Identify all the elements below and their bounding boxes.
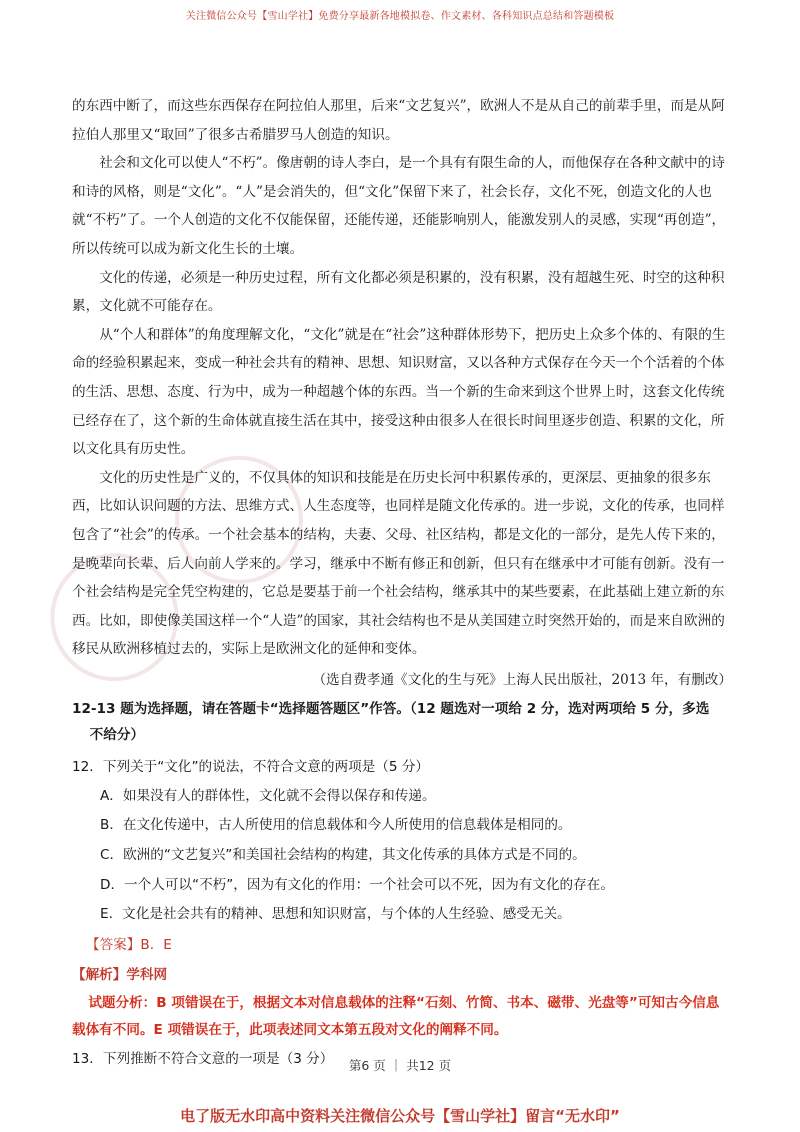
question-12-answer: 【答案】B．E: [86, 936, 172, 953]
passage-paragraph-4: 从“个人和群体”的角度理解文化，“文化”就是在“社会”这种群体形势下，把历史上众多个体的、有限的生命的经验积累起来，变成一种社会共有的精神、思想、知识财富，又以各种方式保存在今天一个个活着的个体的生活、思想、态度、行为中，成为一种超越个体的东西。当一个新的生命来到这个世界上时，这套文化传统已经存在了，这个新的生命体就直接生活在其中，接受这种由很多人在很长时间里逐步创造、积累的文化，所以文化具有历史性。: [72, 326, 726, 458]
top-banner: 关注微信公众号【雪山学社】免费分享最新各地模拟卷、作文素材、各科知识点总结和答题模板: [185, 11, 615, 22]
document-content: [72, 92, 732, 1074]
question-12-option-c: C．欧洲的“文艺复兴”和美国社会结构的构建，其文化传承的具体方式是不同的。: [100, 847, 586, 864]
question-12-option-a: A．如果没有人的群体性，文化就不会得以保存和传递。: [100, 787, 436, 804]
passage-paragraph-2: 社会和文化可以使人“不朽”。像唐朝的诗人李白，是一个具有有限生命的人，而他保存在各种文献中的诗和诗的风格，则是“文化”。“人”是会消失的，但“文化”保留下来了，社会长存，文化不死，创造文化的人也就“不朽”了。一个人创造的文化不仅能保留，还能传递，还能影响别人，能激发别人的灵感，实现“再创造”，所以传统可以成为新文化生长的土壤。: [72, 155, 726, 257]
question-12-stem: 12．下列关于“文化”的说法，不符合文意的两项是（5 分）: [72, 758, 430, 775]
footer-notice: 电了版无水印高中资料关注微信公众号【雪山学社】留言“无水印”: [180, 1107, 620, 1125]
question-12-option-d: D．一个人可以“不朽”，因为有文化的作用：一个社会可以不死，因为有文化的存在。: [100, 876, 614, 893]
section-instruction: [72, 696, 732, 748]
passage-paragraph-3: 文化的传递，必须是一种历史过程，所有文化都必须是积累的，没有积累，没有超越生死、时空的这种积累，文化就不可能存在。: [72, 269, 725, 315]
question-13-stem: 13．下列推断不符合文意的一项是（3 分）: [72, 1050, 334, 1067]
passage-paragraph-1: 的东西中断了，而这些东西保存在阿拉伯人那里，后来“文艺复兴”，欧洲人不是从自己的前辈手里，而是从阿拉伯人那里又“取回”了很多古希腊罗马人创造的知识。: [72, 98, 725, 143]
instruction-main: 12-13 题为选择题，请在答题卡“选择题答题区”作答。（12 题选对一项给 2 分，选对两项给 5 分，多选: [72, 700, 710, 717]
question-12-analysis-text: 试题分析：B 项错误在于，根据文本对信息载体的注释“石刻、竹简、书本、磁带、光盘等”可知古今信息载体有不同。E 项错误在于，此项表述同文本第五段对文化的阐释不同。: [72, 994, 720, 1038]
passage-source: （选自费孝通《文化的生与死》上海人民出版社，2013 年，有删改）: [312, 671, 732, 688]
instruction-tail: 不给分）: [89, 726, 145, 743]
passage-paragraph-5: 文化的历史性是广义的，不仅具体的知识和技能是在历史长河中积累传承的，更深层、更抽象的很多东西，比如认识问题的方法、思维方式、人生态度等，也同样是随文化传承的。进一步说，文化的传承，也同样包含了“社会”的传承。一个社会基本的结构，夫妻、父母、社区结构，都是文化的一部分，是先人传下来的，是晚辈向长辈、后人向前人学来的。学习，继承中不断有修正和创新，但只有在继承中才可能有创新。没有一个社会结构是完全凭空构建的，它总是要基于前一个社会结构，继承其中的某些要素，在此基础上建立新的东西。比如，即使像美国这样一个“人造”的国家，其社会结构也不是从美国建立时突然开始的，而是来自欧洲的移民从欧洲移植过去的，实际上是欧洲文化的延伸和变体。: [72, 469, 725, 658]
page-number: 第6 页 ｜ 共12 页: [348, 1058, 452, 1073]
question-12-analysis-label: 【解析】学科网: [72, 966, 168, 983]
question-12-option-b: B．在文化传递中，古人所使用的信息载体和今人所使用的信息载体是相同的。: [100, 817, 572, 834]
question-12-option-e: E．文化是社会共有的精神、思想和知识财富，与个体的人生经验、感受无关。: [100, 906, 571, 923]
